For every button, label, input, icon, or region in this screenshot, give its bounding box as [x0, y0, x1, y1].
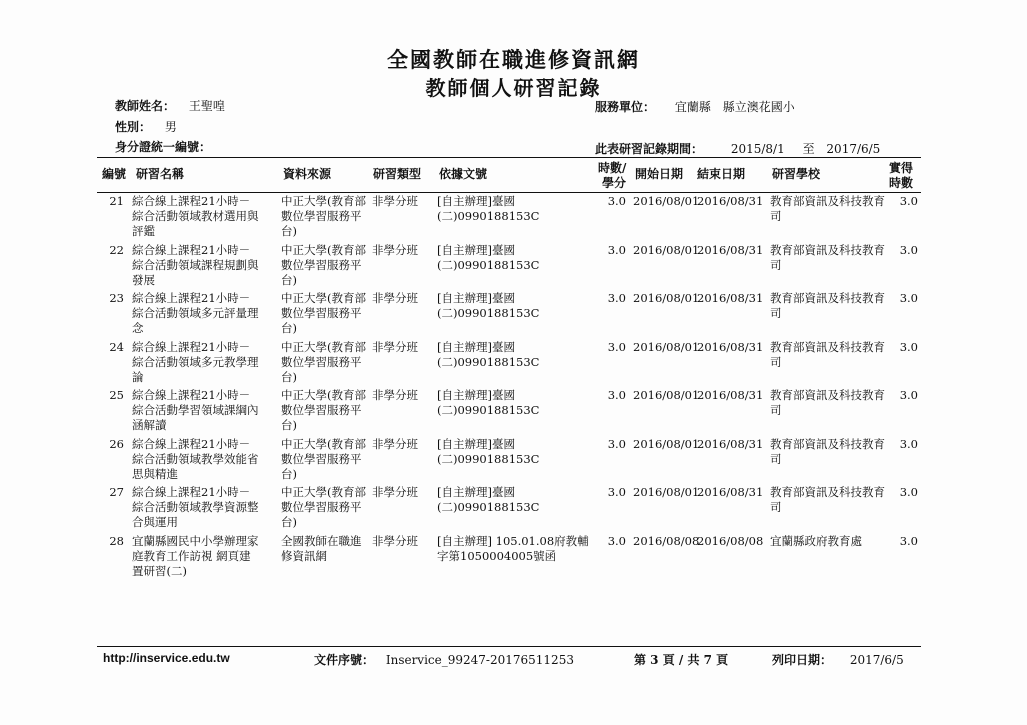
col-header-hours-line1: 時數/: [598, 161, 627, 175]
document-serial-value: Inservice_99247-20176511253: [385, 653, 574, 667]
document-number: [自主辦理]臺國(二)0990188153C: [437, 194, 540, 223]
record-period-end: 2017/6/5: [826, 142, 881, 156]
col-header-earned: [889, 161, 913, 191]
table-row: [0, 388, 1027, 436]
record-period-label: 此表研習記錄期間：: [595, 142, 704, 156]
col-header-end: 結束日期: [697, 167, 746, 181]
row-number: 28: [109, 533, 124, 548]
course-type: 非學分班: [372, 242, 418, 257]
data-source: 中正大學(教育部數位學習服務平台): [281, 339, 366, 384]
footer-rule: [97, 646, 921, 647]
start-date: 2016/08/01: [633, 339, 700, 354]
table-row: [0, 534, 1027, 582]
end-date: 2016/08/31: [697, 194, 764, 208]
header-bottom-rule: [97, 192, 921, 193]
col-header-earned-line1: 實得: [889, 161, 914, 175]
table-row: [0, 194, 1027, 242]
course-type: 非學分班: [372, 339, 418, 354]
document-number: [自主辦理]臺國(二)0990188153C: [437, 485, 540, 514]
host-school: 教育部資訊及科技教育司: [770, 388, 885, 417]
course-type: 非學分班: [372, 388, 418, 402]
row-number: 26: [109, 436, 124, 451]
service-unit-label: 服務單位：: [595, 100, 656, 114]
start-date: 2016/08/01: [633, 388, 700, 402]
hours-credits: 3.0: [607, 339, 626, 354]
course-name: 綜合線上課程21小時－綜合活動學習領域課綱內涵解讀: [132, 388, 259, 432]
earned-hours: 3.0: [899, 485, 918, 499]
id-number-field: [115, 138, 221, 155]
table-row: [0, 291, 1027, 339]
col-header-source: 資料來源: [283, 167, 332, 181]
data-source: 中正大學(教育部數位學習服務平台): [281, 436, 366, 481]
service-unit-field: [595, 98, 795, 115]
gender-label: 性別：: [115, 120, 152, 134]
print-date-label: 列印日期：: [772, 653, 833, 667]
host-school: 教育部資訊及科技教育司: [770, 485, 885, 514]
col-header-type: 研習類型: [373, 167, 422, 181]
hours-credits: 3.0: [607, 485, 626, 499]
hours-credits: 3.0: [607, 242, 626, 257]
header-top-rule: [97, 157, 921, 158]
hours-credits: 3.0: [607, 388, 626, 402]
course-name: 宜蘭縣國民中小學辦理家庭教育工作訪視 網頁建置研習(二): [132, 533, 259, 578]
end-date: 2016/08/31: [697, 339, 764, 354]
course-type: 非學分班: [372, 485, 418, 499]
document-serial-field: [314, 651, 574, 668]
document-number: [自主辦理]臺國(二)0990188153C: [437, 339, 540, 369]
table-row: [0, 243, 1027, 291]
data-source: 中正大學(教育部數位學習服務平台): [281, 194, 366, 238]
document-number: [自主辦理]臺國(二)0990188153C: [437, 291, 540, 320]
row-number: 25: [109, 388, 124, 402]
course-name: 綜合線上課程21小時－綜合活動領域多元評量理念: [132, 291, 259, 335]
earned-hours: 3.0: [899, 388, 918, 402]
col-header-start: 開始日期: [635, 167, 684, 181]
end-date: 2016/08/31: [697, 436, 764, 451]
table-row: [0, 340, 1027, 388]
host-school: 教育部資訊及科技教育司: [770, 291, 885, 320]
start-date: 2016/08/01: [633, 485, 700, 499]
hours-credits: 3.0: [607, 436, 626, 451]
start-date: 2016/08/08: [633, 533, 700, 548]
course-name: 綜合線上課程21小時－綜合活動領域多元教學理論: [132, 339, 259, 384]
service-unit-school: 縣立澳花國小: [722, 100, 795, 114]
row-number: 27: [109, 485, 124, 499]
end-date: 2016/08/08: [697, 533, 764, 548]
row-number: 23: [109, 291, 124, 305]
earned-hours: 3.0: [899, 242, 918, 257]
end-date: 2016/08/31: [697, 388, 764, 402]
host-school: 教育部資訊及科技教育司: [770, 242, 885, 272]
end-date: 2016/08/31: [697, 242, 764, 257]
earned-hours: 3.0: [899, 533, 918, 548]
course-type: 非學分班: [372, 436, 418, 451]
row-number: 21: [109, 194, 124, 208]
col-header-school: 研習學校: [772, 167, 821, 181]
teacher-name-field: [115, 97, 225, 114]
start-date: 2016/08/01: [633, 242, 700, 257]
id-number-label: 身分證統一編號：: [115, 140, 212, 154]
data-source: 全國教師在職進修資訊網: [281, 533, 362, 563]
start-date: 2016/08/01: [633, 291, 700, 305]
course-name: 綜合線上課程21小時－綜合活動領域教材選用與評鑑: [132, 194, 259, 238]
earned-hours: 3.0: [899, 194, 918, 208]
data-source: 中正大學(教育部數位學習服務平台): [281, 291, 366, 335]
host-school: 宜蘭縣政府教育處: [770, 533, 862, 548]
earned-hours: 3.0: [899, 291, 918, 305]
table-row: [0, 485, 1027, 533]
data-source: 中正大學(教育部數位學習服務平台): [281, 388, 366, 432]
start-date: 2016/08/01: [633, 194, 700, 208]
course-type: 非學分班: [372, 194, 418, 208]
hours-credits: 3.0: [607, 291, 626, 305]
host-school: 教育部資訊及科技教育司: [770, 436, 885, 466]
course-name: 綜合線上課程21小時－綜合活動領域教學資源整合與運用: [132, 485, 259, 529]
earned-hours: 3.0: [899, 436, 918, 451]
host-school: 教育部資訊及科技教育司: [770, 194, 885, 223]
data-source: 中正大學(教育部數位學習服務平台): [281, 485, 366, 529]
course-name: 綜合線上課程21小時－綜合活動領域課程規劃與發展: [132, 242, 259, 287]
document-number: [自主辦理]臺國(二)0990188153C: [437, 436, 540, 466]
site-url: http://inservice.edu.tw: [103, 651, 230, 665]
record-period-start: 2015/8/1: [730, 142, 785, 156]
record-period-field: [595, 140, 880, 157]
teacher-name-value: 王聖喤: [188, 99, 225, 113]
col-header-hours-line2: 學分: [602, 176, 627, 190]
host-school: 教育部資訊及科技教育司: [770, 339, 885, 369]
service-unit-county: 宜蘭縣: [674, 100, 711, 114]
hours-credits: 3.0: [607, 533, 626, 548]
document-serial-label: 文件序號：: [314, 653, 375, 667]
end-date: 2016/08/31: [697, 485, 764, 499]
row-number: 24: [109, 339, 124, 354]
col-header-name: 研習名稱: [136, 167, 185, 181]
col-header-doc: 依據文號: [439, 167, 488, 181]
page-indicator: 第 3 頁 / 共 7 頁: [634, 653, 729, 667]
print-date-value: 2017/6/5: [849, 653, 904, 667]
document-number: [自主辦理]臺國(二)0990188153C: [437, 242, 540, 272]
gender-field: [115, 118, 177, 135]
course-type: 非學分班: [372, 291, 418, 305]
document-number: [自主辦理] 105.01.08府教輔字第1050004005號函: [437, 533, 589, 563]
earned-hours: 3.0: [899, 339, 918, 354]
data-source: 中正大學(教育部數位學習服務平台): [281, 242, 366, 287]
hours-credits: 3.0: [607, 194, 626, 208]
col-header-earned-line2: 時數: [889, 176, 914, 190]
course-type: 非學分班: [372, 533, 418, 548]
record-title: 教師個人研習記錄: [425, 76, 602, 100]
record-period-to: 至: [802, 142, 815, 156]
table-row: [0, 437, 1027, 485]
document-number: [自主辦理]臺國(二)0990188153C: [437, 388, 540, 417]
end-date: 2016/08/31: [697, 291, 764, 305]
teacher-name-label: 教師姓名：: [115, 99, 176, 113]
col-header-no: 編號: [102, 167, 127, 181]
row-number: 22: [109, 242, 124, 257]
start-date: 2016/08/01: [633, 436, 700, 451]
site-title: 全國教師在職進修資訊網: [387, 47, 640, 72]
gender-value: 男: [164, 120, 177, 134]
col-header-hours: [598, 161, 626, 191]
course-name: 綜合線上課程21小時－綜合活動領域教學效能省思與精進: [132, 436, 259, 481]
print-date-field: [772, 651, 904, 668]
